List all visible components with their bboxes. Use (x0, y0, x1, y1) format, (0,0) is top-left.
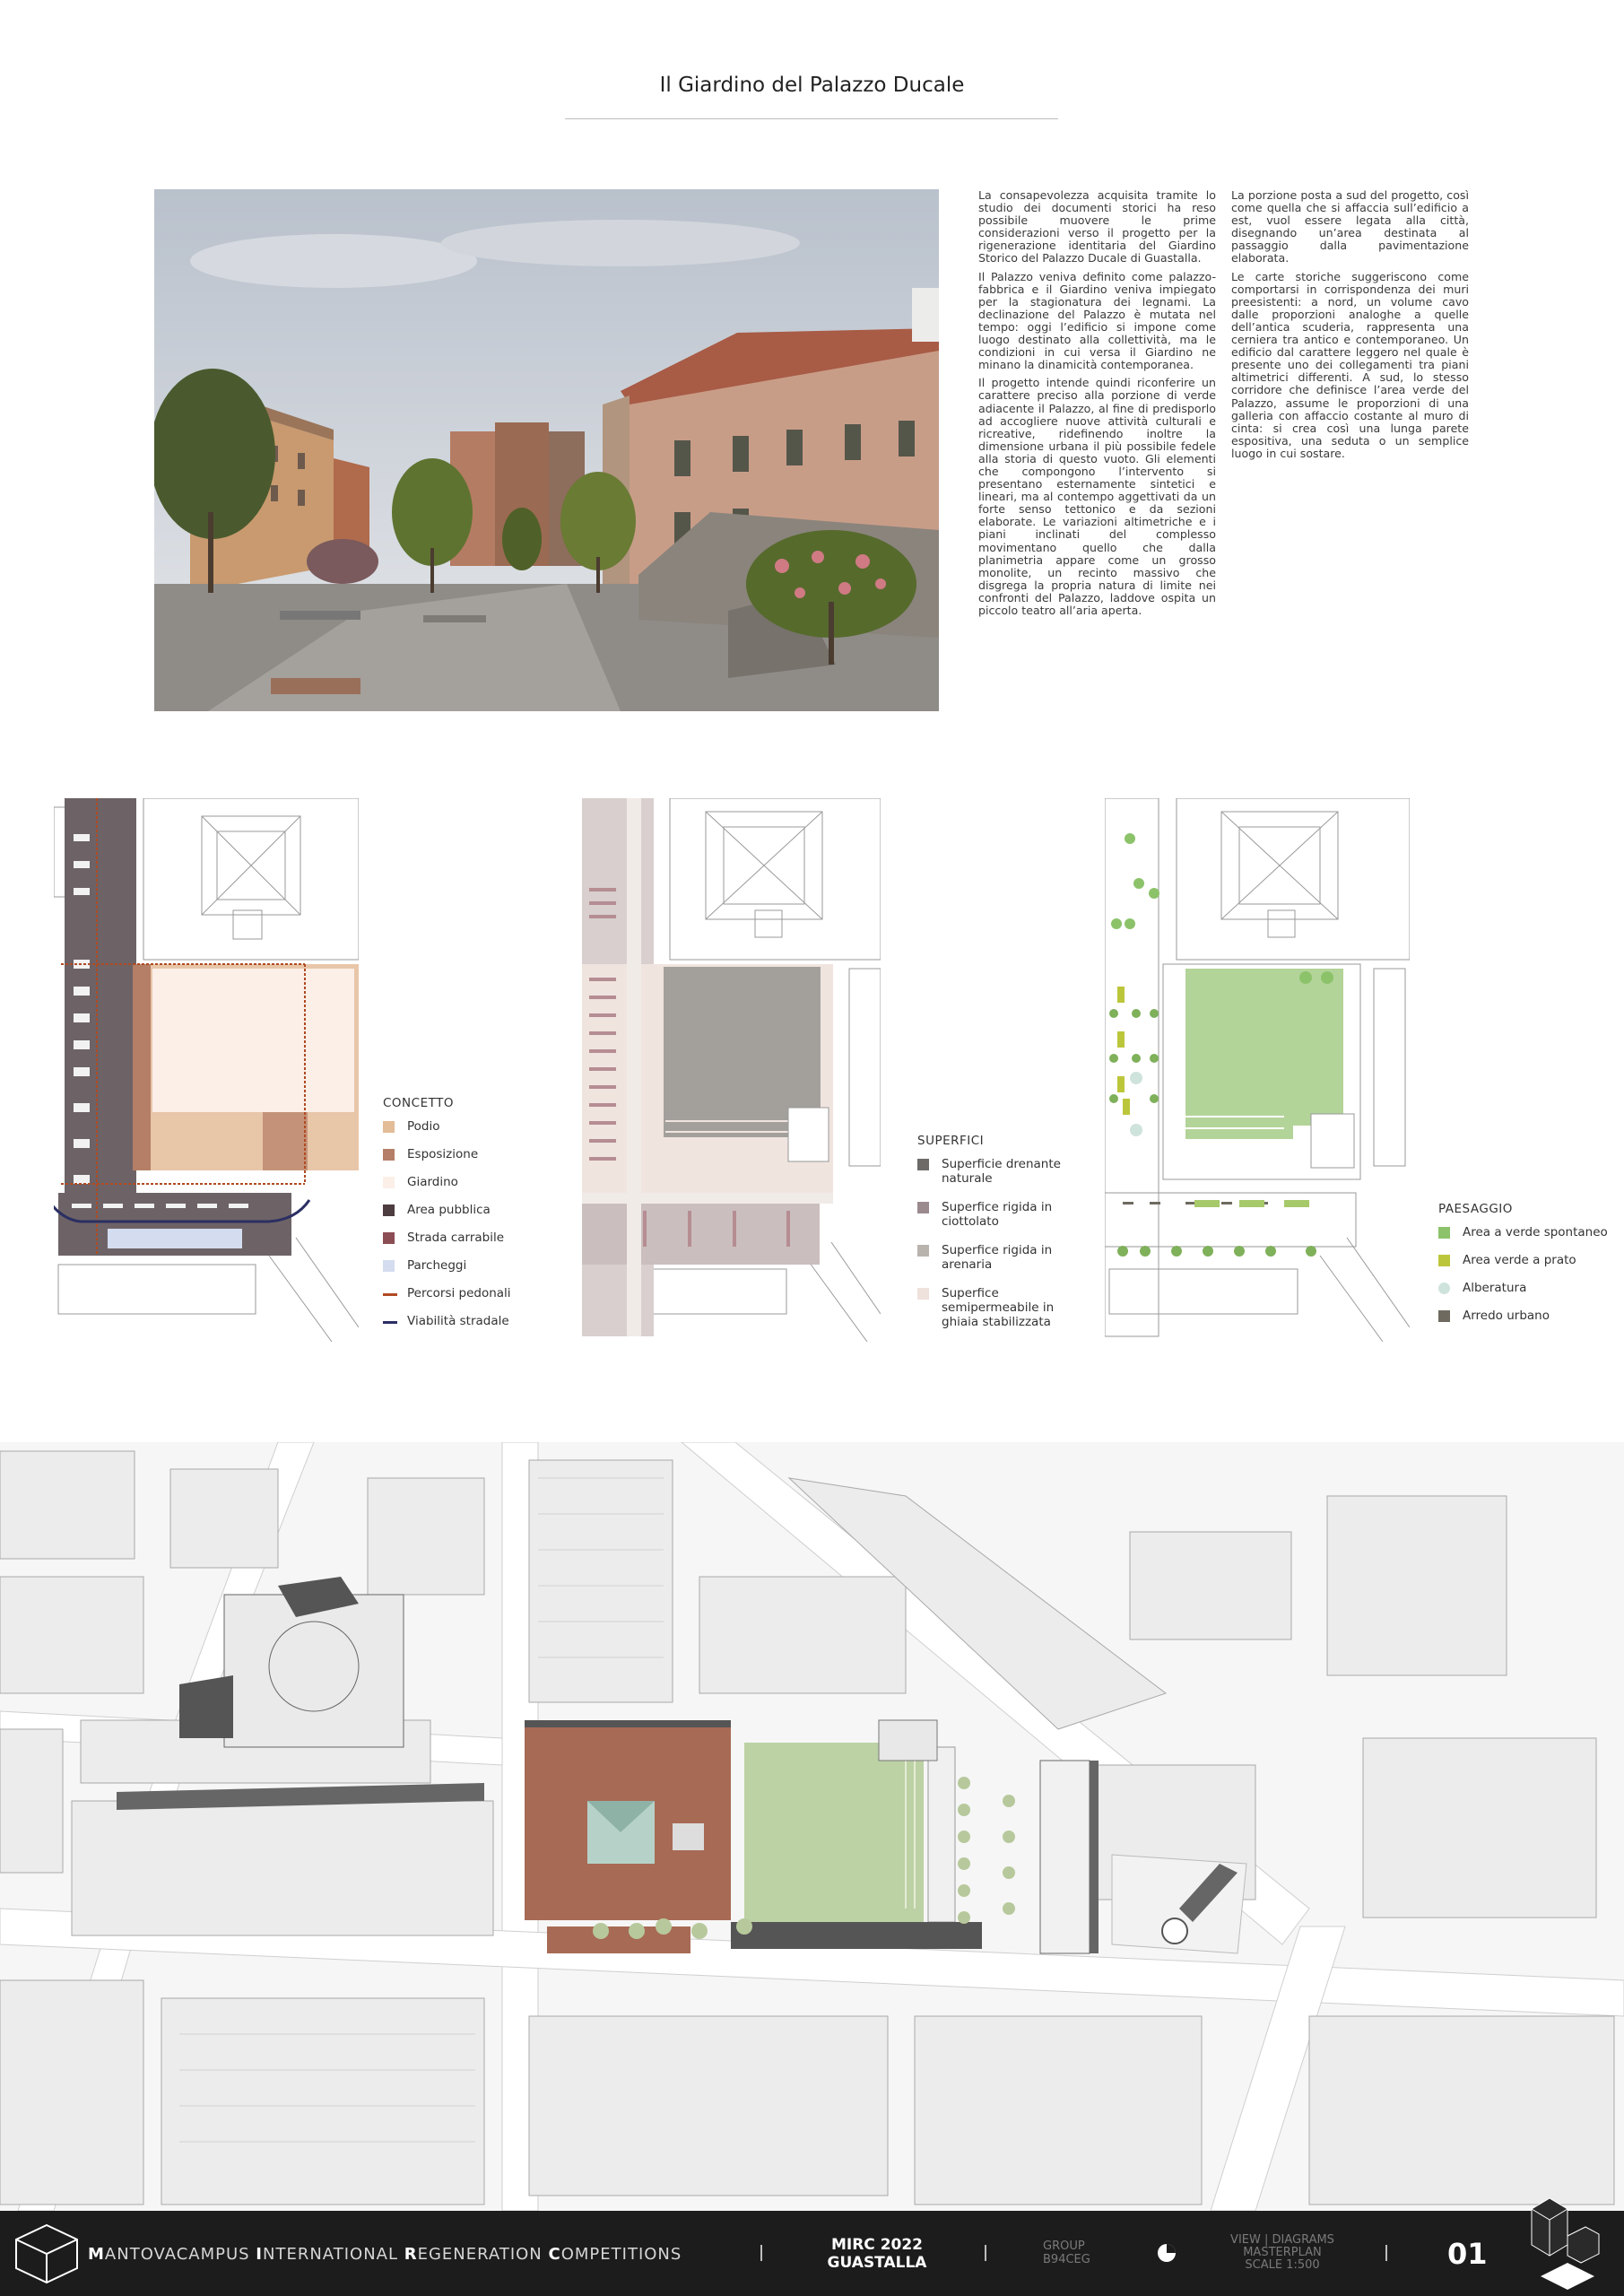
footer-separator (760, 2245, 762, 2261)
view-info (1211, 2234, 1354, 2272)
legend-label: Strada carrabile (407, 1231, 505, 1245)
competition-initial: M (88, 2245, 105, 2264)
legend-label: Percorsi pedonali (407, 1286, 511, 1300)
legend-item (383, 1203, 511, 1217)
legend-item (383, 1119, 511, 1134)
legend-title: CONCETTO (383, 1096, 454, 1110)
event-location: GUASTALLA (827, 2254, 927, 2272)
competition-initial: I (256, 2245, 263, 2264)
competition-word: NTERNATIONAL (263, 2245, 404, 2264)
legend-label: Area a verde spontaneo (1463, 1225, 1608, 1239)
group-label: GROUP (1043, 2239, 1085, 2253)
legend-swatch (383, 1149, 395, 1161)
cube-logo-icon (13, 2222, 81, 2286)
footer-separator (985, 2245, 986, 2261)
legend-label: Area verde a prato (1463, 1253, 1576, 1267)
legend-item (1438, 1309, 1609, 1323)
description-paragraph: Il Palazzo veniva definito come palazzo-fabbrica e il Giardino veniva impiegato per la stagionatura dei legnami. La declinazione del Palazzo è mutata nel tempo: oggi l’edificio si impone come luogo destinato alla collettività, ma le condizioni in cui versa il Giardino ne minano la dinamicità contemporanea. (978, 269, 1216, 372)
legend-swatch (917, 1288, 929, 1300)
legend-title: SUPERFICI (917, 1134, 985, 1148)
legend-item (917, 1286, 1061, 1329)
legend-item (1438, 1225, 1609, 1239)
surfaces-diagram (580, 798, 881, 1342)
legend-label: Parcheggi (407, 1258, 467, 1273)
legend-item (383, 1286, 511, 1300)
legend-label: Giardino (407, 1175, 458, 1189)
legend-label: Superfice rigida in ciottolato (942, 1200, 1053, 1229)
legend-item (383, 1175, 511, 1189)
competition-initial: C (548, 2245, 561, 2264)
legend-item (917, 1243, 1061, 1272)
legend-label: Arredo urbano (1463, 1309, 1550, 1323)
competition-word: EGENERATION (417, 2245, 549, 2264)
legend-label: Area pubblica (407, 1203, 491, 1217)
legend-label: Esposizione (407, 1147, 479, 1161)
legend-label: Superfice rigida in arenaria (942, 1243, 1053, 1272)
legend-swatch (383, 1260, 395, 1272)
view-scale: SCALE 1:500 (1245, 2258, 1320, 2272)
legend-swatch (383, 1205, 395, 1216)
legend-swatch (1438, 1283, 1450, 1294)
legend-swatch (1438, 1310, 1450, 1322)
legend-item (383, 1258, 511, 1273)
event-title: MIRC 2022 (830, 2236, 924, 2254)
concept-diagram (54, 798, 359, 1342)
footer-bar (0, 2211, 1624, 2296)
legend-line (383, 1321, 397, 1324)
description-paragraph: Il progetto intende quindi riconferire un carattere preciso alla porzione di verde adiacente il Palazzo, al fine di predisporlo ad accogliere nuove attività culturali e ricreative, ridefinendo inoltre la dimensione urbana il più possibile fedele alla storia di questo vuoto. Gli elementi che compongono l’intervento si presentano esternamente sintetici e lineari, ma al contempo aggettivati da un forte senso tettonico e da sezioni elaborate. Le variazioni altimetriche e i piani inclinati del complesso movimentano quello che dalla planimetria appare come un grosso monolite, un recinto massivo che disgrega la propria natura di limite nei confronti del Palazzo, laddove ospita un piccolo teatro all’aria aperta. (978, 376, 1216, 617)
legend-title: PAESAGGIO (1438, 1202, 1513, 1216)
landscape-legend (1438, 1202, 1609, 1336)
legend-item (917, 1200, 1061, 1229)
concept-legend (383, 1096, 511, 1342)
legend-label: Viabilità stradale (407, 1314, 509, 1328)
legend-item (1438, 1281, 1609, 1295)
landscape-diagram (1105, 798, 1410, 1342)
description-column-2 (1231, 189, 1469, 465)
legend-swatch (383, 1121, 395, 1133)
legend-swatch (1438, 1227, 1450, 1239)
view-label: VIEW | DIAGRAMS (1230, 2233, 1334, 2247)
page-title: Il Giardino del Palazzo Ducale (659, 74, 965, 97)
clock-icon (1157, 2243, 1177, 2263)
competition-name (88, 2245, 682, 2264)
description-column-1 (978, 189, 1216, 622)
legend-swatch (917, 1245, 929, 1257)
competition-initial: R (404, 2245, 418, 2264)
legend-swatch (383, 1177, 395, 1188)
title-divider (565, 118, 1058, 119)
stacked-cubes-icon (1514, 2191, 1612, 2296)
legend-item (383, 1314, 511, 1328)
footer-separator (1385, 2245, 1387, 2261)
description-paragraph: Le carte storiche suggeriscono come comportarsi in corrispondenza dei muri preesistenti: a nord, un volume cavo dalle proporzioni analoghe a quelle dell’antica scuderia, rappresenta una cerniera tra antico e contemporaneo. Un edificio dal carattere leggero nel quale è presente uno dei collegamenti tra piani altimetrici differenti. A sud, lo stesso corridore che definisce l’area verde del Palazzo, assume le proporzioni di una galleria con affaccio costante al muro di cinta: si crea così una lunga parete espositiva, una seduta o un semplice luogo in cui sostare. (1231, 269, 1469, 460)
legend-item (1438, 1253, 1609, 1267)
group-code (1043, 2239, 1090, 2266)
surfaces-legend (917, 1134, 1061, 1344)
legend-item (917, 1157, 1061, 1186)
description-paragraph: La porzione posta a sud del progetto, così come quella che si affaccia sull’edificio a est, vuol essere legata alla città, disegnando un’area destinata al passaggio dalla pavimentazione elaborata. (1231, 188, 1469, 265)
legend-label: Alberatura (1463, 1281, 1527, 1295)
legend-item (383, 1231, 511, 1245)
legend-swatch (383, 1232, 395, 1244)
event-name (801, 2236, 953, 2272)
legend-swatch (917, 1159, 929, 1170)
page-number: 01 (1447, 2237, 1488, 2271)
legend-line (383, 1293, 397, 1296)
legend-label: Superficie drenante naturale (942, 1157, 1061, 1186)
legend-label: Podio (407, 1119, 440, 1134)
group-value: B94CEG (1043, 2253, 1090, 2266)
legend-swatch (1438, 1255, 1450, 1266)
competition-word: OMPETITIONS (560, 2245, 682, 2264)
legend-swatch (917, 1202, 929, 1213)
masterplan-image (0, 1442, 1624, 2211)
garden-rendering-image (154, 189, 939, 711)
legend-item (383, 1147, 511, 1161)
legend-label: Superfice semipermeabile in ghiaia stabilizzata (942, 1286, 1055, 1329)
description-paragraph: La consapevolezza acquisita tramite lo studio dei documenti storici ha reso possibile muovere le prime considerazioni verso il progetto per la rigenerazione identitaria del Giardino Storico del Palazzo Ducale di Guastalla. (978, 188, 1216, 265)
competition-word: ANTOVACAMPUS (104, 2245, 256, 2264)
view-type: MASTERPLAN (1243, 2246, 1322, 2259)
